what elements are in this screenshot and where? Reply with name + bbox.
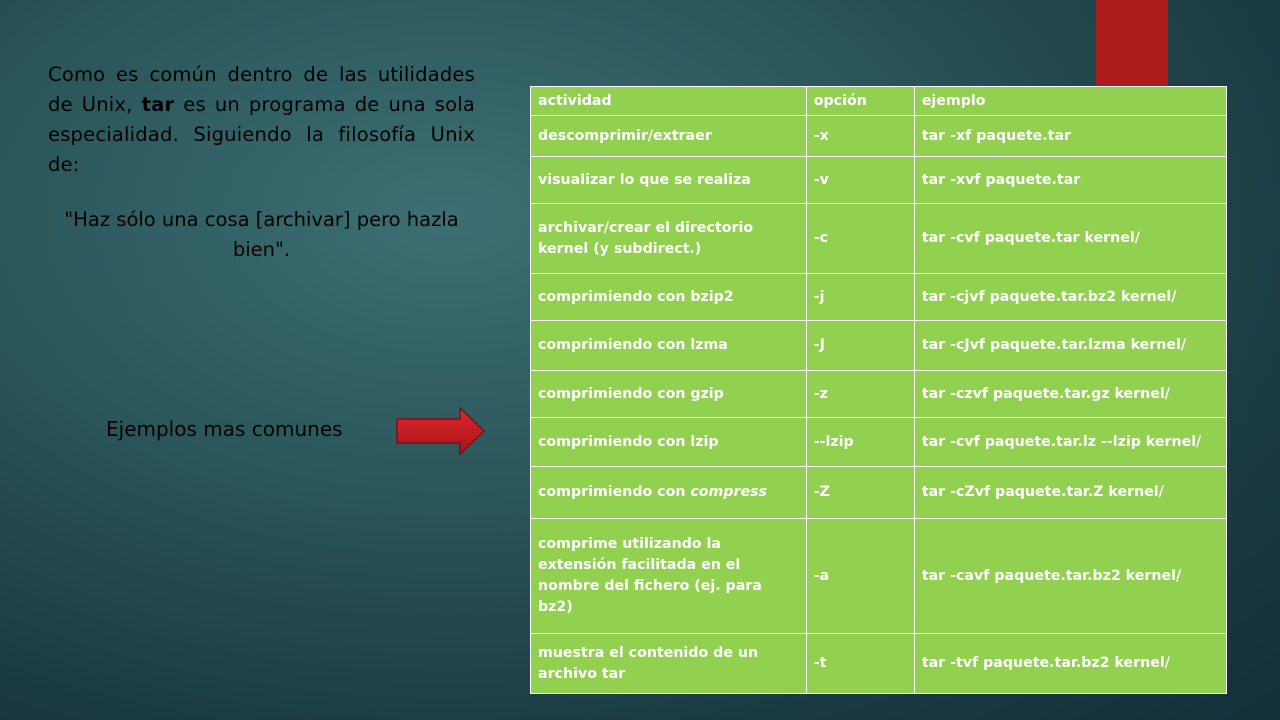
- cell-ejemplo: tar -cavf paquete.tar.bz2 kernel/: [914, 519, 1226, 634]
- cell-opcion: --lzip: [806, 418, 914, 467]
- cell-actividad: archivar/crear el directorio kernel (y subdirect.): [531, 204, 807, 274]
- accent-bar: [1096, 0, 1168, 86]
- table-header-row: [531, 87, 1227, 116]
- table-row: [531, 519, 1227, 634]
- table-row: [531, 116, 1227, 157]
- cell-opcion: -J: [806, 321, 914, 371]
- cell-actividad: muestra el contenido de un archivo tar: [531, 634, 807, 694]
- right-arrow-icon: [396, 406, 486, 456]
- cell-actividad: comprimiendo con gzip: [531, 371, 807, 418]
- table-row: [531, 157, 1227, 204]
- table-row: [531, 371, 1227, 418]
- cell-ejemplo: tar -cZvf paquete.tar.Z kernel/: [914, 467, 1226, 519]
- cell-actividad: visualizar lo que se realiza: [531, 157, 807, 204]
- cell-actividad: comprime utilizando la extensión facilitada en el nombre del fichero (ej. para bz2): [531, 519, 807, 634]
- cell-actividad: [531, 467, 807, 519]
- cell-ejemplo: tar -xvf paquete.tar: [914, 157, 1226, 204]
- cell-ejemplo: tar -xf paquete.tar: [914, 116, 1226, 157]
- header-opcion: opción: [806, 87, 914, 116]
- cell-actividad: comprimiendo con bzip2: [531, 274, 807, 321]
- intro-quote: "Haz sólo una cosa [archivar] pero hazla bien".: [64, 208, 459, 261]
- intro-text-after: es un programa de una sola especialidad. Siguiendo la filosofía Unix de:: [48, 93, 475, 176]
- table-row: [531, 321, 1227, 371]
- examples-label: Ejemplos mas comunes: [106, 417, 343, 441]
- cell-actividad: comprimiendo con lzip: [531, 418, 807, 467]
- intro-bold-tar: tar: [141, 93, 175, 116]
- cell-ejemplo: tar -cJvf paquete.tar.lzma kernel/: [914, 321, 1226, 371]
- cell-ejemplo: tar -cjvf paquete.tar.bz2 kernel/: [914, 274, 1226, 321]
- cell-opcion: -z: [806, 371, 914, 418]
- cell-opcion: -Z: [806, 467, 914, 519]
- cell-opcion: -x: [806, 116, 914, 157]
- cell-actividad: descomprimir/extraer: [531, 116, 807, 157]
- cell-ejemplo: tar -cvf paquete.tar.lz --lzip kernel/: [914, 418, 1226, 467]
- compress-word: compress: [690, 484, 767, 500]
- cell-actividad-text: comprimiendo con compress: [538, 484, 767, 500]
- cell-opcion: -t: [806, 634, 914, 694]
- header-actividad: actividad: [531, 87, 807, 116]
- header-ejemplo: ejemplo: [914, 87, 1226, 116]
- cell-ejemplo: tar -tvf paquete.tar.bz2 kernel/: [914, 634, 1226, 694]
- cell-opcion: -a: [806, 519, 914, 634]
- cell-ejemplo: tar -cvf paquete.tar kernel/: [914, 204, 1226, 274]
- intro-paragraph: [48, 60, 475, 180]
- intro-text-before: Como es común dentro de las utilidades de Unix,: [48, 63, 475, 116]
- table-row: [531, 467, 1227, 519]
- tar-options-table: [530, 86, 1227, 694]
- cell-actividad: comprimiendo con lzma: [531, 321, 807, 371]
- cell-opcion: -c: [806, 204, 914, 274]
- cell-ejemplo: tar -czvf paquete.tar.gz kernel/: [914, 371, 1226, 418]
- cell-opcion: -j: [806, 274, 914, 321]
- table-row: [531, 418, 1227, 467]
- table-row: [531, 204, 1227, 274]
- table-row: [531, 634, 1227, 694]
- cell-opcion: -v: [806, 157, 914, 204]
- table-row: [531, 274, 1227, 321]
